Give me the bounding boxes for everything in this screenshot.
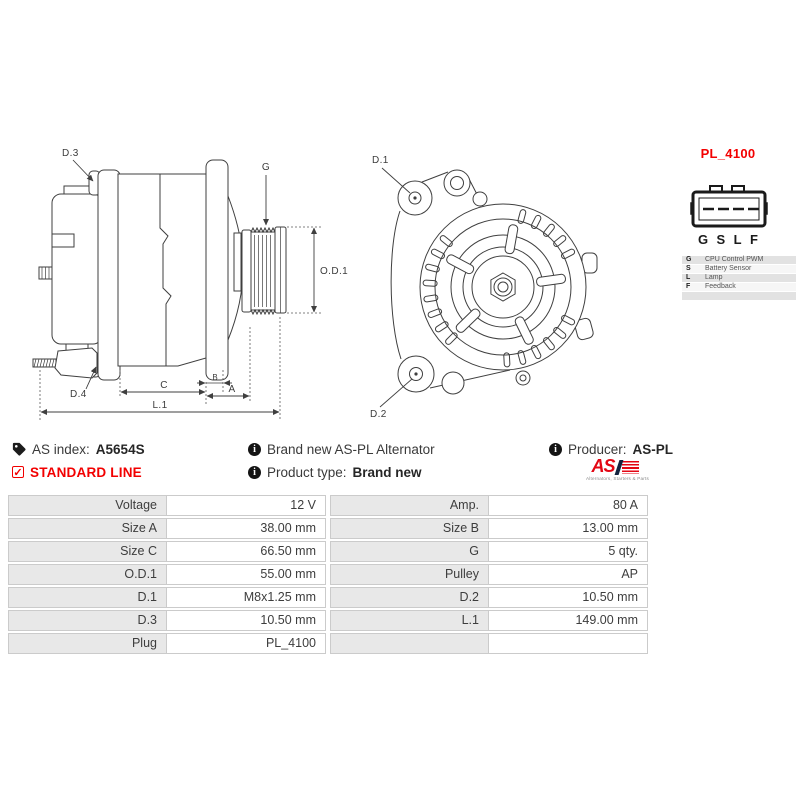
table-row xyxy=(8,495,326,516)
spec-value: 10.50 mm xyxy=(166,610,326,631)
dim-label-d2: D.2 xyxy=(370,409,387,420)
as-index-value: A5654S xyxy=(95,441,145,457)
spec-value: 12 V xyxy=(166,495,326,516)
table-row xyxy=(8,633,326,654)
brand-line-text: Brand new AS-PL Alternator xyxy=(267,441,435,457)
dim-label-d1: D.1 xyxy=(372,155,389,166)
legend-row xyxy=(682,283,796,291)
dim-label-g: G xyxy=(261,162,271,173)
legend-desc: Feedback xyxy=(705,283,736,290)
logo-stripes xyxy=(622,461,639,474)
spec-table-right xyxy=(330,495,648,656)
as-index-label: AS index: xyxy=(32,441,90,457)
brand-line xyxy=(248,440,435,458)
spec-label: D.3 xyxy=(8,610,166,631)
pin-letter: S xyxy=(716,232,726,247)
spec-value: 66.50 mm xyxy=(166,541,326,562)
dim-label-d4: D.4 xyxy=(70,389,87,400)
legend-desc: Battery Sensor xyxy=(705,265,752,272)
spec-value: 10.50 mm xyxy=(488,587,648,608)
spec-label: Pulley xyxy=(330,564,488,585)
table-row xyxy=(330,633,648,654)
dim-label-d3: D.3 xyxy=(62,148,79,159)
info-icon: i xyxy=(248,466,261,479)
spec-value: 38.00 mm xyxy=(166,518,326,539)
legend-row xyxy=(682,265,796,273)
spec-label: D.1 xyxy=(8,587,166,608)
table-row xyxy=(330,564,648,585)
standard-line-text: STANDARD LINE xyxy=(30,464,142,480)
table-row xyxy=(330,610,648,631)
dim-label-c: C xyxy=(160,380,168,391)
spec-label: Size A xyxy=(8,518,166,539)
tag-icon xyxy=(12,442,26,456)
spec-label: Amp. xyxy=(330,495,488,516)
alternator-side-view-drawing xyxy=(30,140,350,430)
pin-letter: G xyxy=(698,232,709,247)
pin-letters xyxy=(690,232,766,247)
spec-label: O.D.1 xyxy=(8,564,166,585)
pin-legend xyxy=(682,256,796,300)
table-row xyxy=(330,587,648,608)
spec-value: 55.00 mm xyxy=(166,564,326,585)
aspl-logo xyxy=(586,456,649,481)
info-icon: i xyxy=(549,443,562,456)
spec-label: Size C xyxy=(8,541,166,562)
spec-label xyxy=(330,633,488,654)
dim-label-a: A xyxy=(228,384,236,395)
table-row xyxy=(8,587,326,608)
standard-line xyxy=(12,463,142,481)
product-type-value: Brand new xyxy=(352,464,422,480)
table-row xyxy=(8,541,326,562)
dim-label-l1: L.1 xyxy=(152,400,168,411)
spec-label: Size B xyxy=(330,518,488,539)
connector-plug-icon xyxy=(690,182,768,230)
spec-label: Plug xyxy=(8,633,166,654)
legend-pin xyxy=(682,292,700,300)
table-row xyxy=(8,518,326,539)
legend-pin: F xyxy=(686,283,691,290)
spec-label: G xyxy=(330,541,488,562)
product-type xyxy=(248,463,422,481)
checked-checkbox-icon: ✓ xyxy=(13,466,23,479)
as-index xyxy=(12,440,145,458)
legend-desc xyxy=(700,292,796,300)
spec-value: PL_4100 xyxy=(166,633,326,654)
spec-value: 80 A xyxy=(488,495,648,516)
legend-desc: CPU Control PWM xyxy=(705,256,764,263)
pin-letter: L xyxy=(733,232,742,247)
spec-value: M8x1.25 mm xyxy=(166,587,326,608)
spec-value: 5 qty. xyxy=(488,541,648,562)
table-row xyxy=(330,541,648,562)
legend-row xyxy=(682,256,796,264)
producer-label: Producer: xyxy=(568,441,627,457)
legend-pin: G xyxy=(686,256,692,263)
spec-value: 13.00 mm xyxy=(488,518,648,539)
table-row xyxy=(8,564,326,585)
spec-value: AP xyxy=(488,564,648,585)
logo-subtext: Alternators, Starters & Parts xyxy=(586,476,649,481)
legend-row xyxy=(682,292,796,300)
info-icon: i xyxy=(248,443,261,456)
alternator-front-view-drawing xyxy=(360,145,615,420)
table-row xyxy=(8,610,326,631)
plug-panel xyxy=(678,146,800,301)
spec-table xyxy=(8,495,648,656)
legend-desc: Lamp xyxy=(705,274,723,281)
table-row xyxy=(330,518,648,539)
spec-label: Voltage xyxy=(8,495,166,516)
logo-as-text: AS xyxy=(591,456,615,476)
legend-row xyxy=(682,274,796,282)
product-type-label: Product type: xyxy=(267,464,347,480)
pin-letter: F xyxy=(750,232,758,247)
spec-value: 149.00 mm xyxy=(488,610,648,631)
spec-label: L.1 xyxy=(330,610,488,631)
legend-pin: L xyxy=(686,274,691,281)
spec-table-left xyxy=(8,495,326,656)
table-row xyxy=(330,495,648,516)
dim-label-b: B xyxy=(212,373,218,382)
spec-value xyxy=(488,633,648,654)
legend-pin: S xyxy=(686,265,691,272)
dim-label-od1: O.D.1 xyxy=(320,266,349,277)
producer-value: AS-PL xyxy=(632,441,674,457)
plug-code-title: PL_4100 xyxy=(700,146,756,161)
spec-label: D.2 xyxy=(330,587,488,608)
